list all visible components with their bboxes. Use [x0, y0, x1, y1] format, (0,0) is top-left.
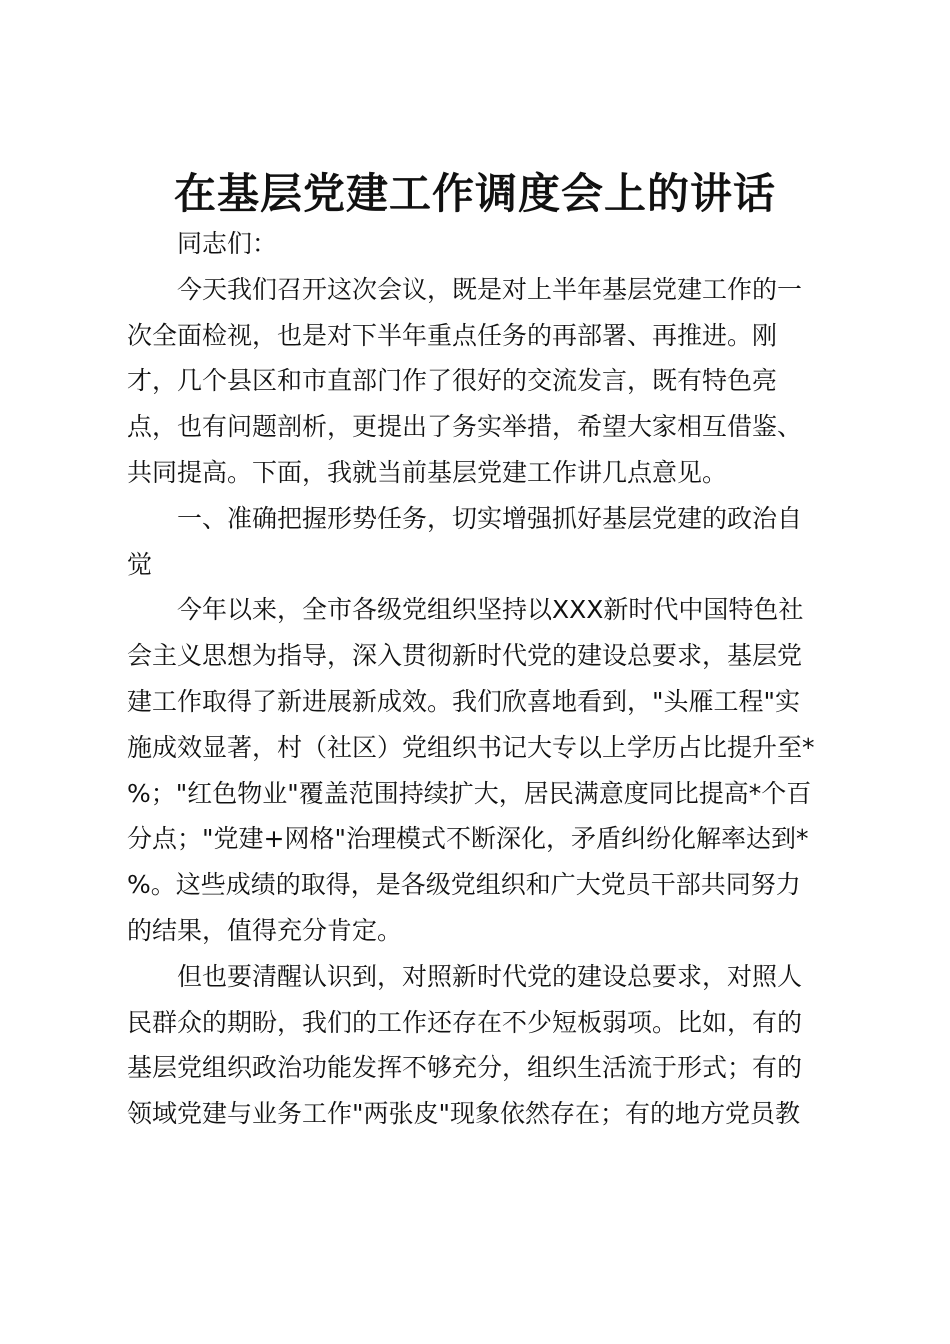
- text-line: 次全面检视，也是对下半年重点任务的再部署、再推进。刚: [127, 320, 778, 350]
- text-line: 领域党建与业务工作"两张皮"现象依然存在；有的地方党员教: [127, 1099, 801, 1129]
- text-line: 共同提高。下面，我就当前基层党建工作讲几点意见。: [127, 457, 728, 487]
- text-line: 今天我们召开这次会议，既是对上半年基层党建工作的一: [177, 274, 803, 304]
- text-line: %。这些成绩的取得，是各级党组织和广大党员干部共同努力: [127, 870, 801, 900]
- text-line: 才，几个县区和市直部门作了很好的交流发言，既有特色亮: [127, 366, 778, 396]
- document-body: [127, 221, 827, 1137]
- text-line: %；"红色物业"覆盖范围持续扩大，居民满意度同比提高*个百: [127, 778, 812, 808]
- text-line: 基层党组织政治功能发挥不够充分，组织生活流于形式；有的: [127, 1053, 803, 1083]
- text-line: 一、准确把握形势任务，切实增强抓好基层党建的政治自: [177, 503, 803, 533]
- text-line: 今年以来，全市各级党组织坚持以XXX新时代中国特色社: [177, 595, 804, 625]
- text-line: 建工作取得了新进展新成效。我们欣喜地看到，"头雁工程"实: [127, 686, 801, 716]
- text-line: 但也要清醒认识到，对照新时代党的建设总要求，对照人: [177, 961, 803, 991]
- text-line: 同志们：: [177, 229, 278, 258]
- text-line: 觉: [127, 549, 153, 579]
- text-line: 会主义思想为指导，深入贯彻新时代党的建设总要求，基层党: [127, 641, 803, 671]
- text-line: 民群众的期盼，我们的工作还存在不少短板弱项。比如，有的: [127, 1007, 803, 1037]
- text-line: 的结果，值得充分肯定。: [127, 915, 403, 945]
- text-line: 施成效显著，村（社区）党组织书记大专以上学历占比提升至*: [127, 732, 815, 762]
- text-line: 分点；"党建+网格"治理模式不断深化，矛盾纠纷化解率达到*: [127, 824, 809, 854]
- document-title: 在基层党建工作调度会上的讲话: [173, 169, 776, 218]
- text-line: 点，也有问题剖析，更提出了务实举措，希望大家相互借鉴、: [127, 412, 803, 442]
